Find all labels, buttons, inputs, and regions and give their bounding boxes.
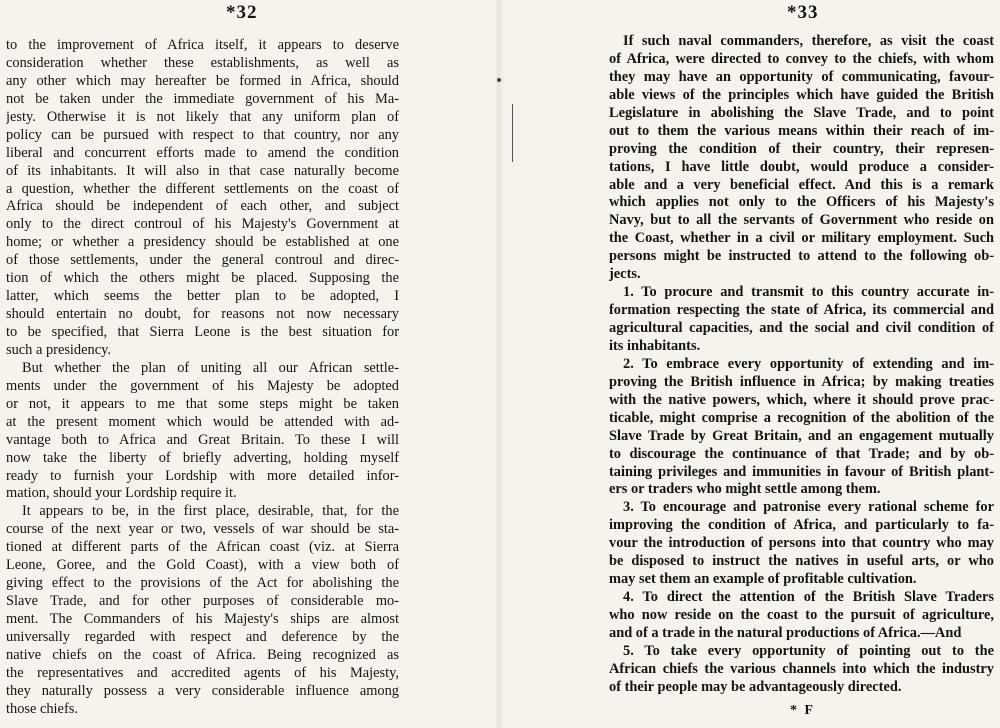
text-line: It appears to be, in the first place, desirable, that, for the — [22, 503, 399, 520]
text-line: now take the liberty of briefly adverting, holding myself — [6, 449, 399, 466]
text-line: 1. To procure and transmit to this country accurate in- — [623, 284, 994, 301]
text-line: such a presidency. — [6, 341, 111, 358]
text-line: they naturally possess a very considerable influence among — [6, 682, 399, 699]
text-line: consideration whether these establishments, as well as — [6, 54, 399, 71]
text-line: out to them the various means within their reach of im- — [609, 122, 994, 139]
text-line: proving the condition of their country, their represen- — [609, 140, 994, 157]
text-line: home; or whether a presidency should be established at one — [6, 234, 399, 251]
left-page — [0, 0, 496, 728]
signature-mark: * F — [790, 703, 816, 718]
text-line: persons might be instructed to attend to the following ob- — [609, 248, 994, 265]
text-line: vantage both to Africa and Great Britain. To these I will — [6, 431, 399, 448]
text-line: ready to furnish your Lordship with more detailed infor- — [6, 467, 399, 484]
text-line: to the improvement of Africa itself, it appears to deserve — [6, 37, 399, 53]
text-line: any other which may hereafter be formed in Africa, should — [6, 72, 399, 89]
text-line: able and a very beneficial effect. And this is a remark — [609, 176, 994, 193]
text-line: vour the introduction of persons into that country who may — [609, 535, 994, 552]
text-line: and of a trade in the natural productions of Africa.—And — [609, 624, 962, 641]
text-line: of Africa, were directed to convey to the chiefs, with whom — [609, 50, 994, 67]
text-line: of its inhabitants. It will also in that case naturally become — [6, 162, 399, 179]
text-line: of those settlements, under the general controul and direc- — [6, 252, 399, 269]
text-line: ers or traders who might settle among them. — [609, 481, 881, 498]
text-line: its inhabitants. — [609, 337, 701, 354]
text-line: 2. To embrace every opportunity of extending and im- — [623, 355, 994, 372]
text-line: of their people may be advantageously directed. — [609, 678, 902, 695]
text-line: But whether the plan of uniting all our African settle- — [22, 359, 399, 376]
text-line: Slave Trade by Great Britain, and an engagement mutually — [609, 427, 994, 444]
text-line: who now reside on the coast to the pursuit of agriculture, — [609, 607, 994, 623]
text-line: ments under the government of his Majesty be adopted — [6, 377, 399, 394]
text-line: native chiefs on the coast of Africa. Being recognized as — [6, 646, 399, 663]
text-line: they may have an opportunity of communicating, favour- — [609, 68, 994, 85]
text-line: at the present moment which would be attended with ad- — [6, 413, 399, 430]
text-line: the Coast, whether in a civil or military employment. Such — [609, 230, 994, 247]
text-line: liberal and concurrent efforts made to amend the condition — [6, 144, 399, 161]
text-line: Legislature in abolishing the Slave Trade, and to point — [609, 104, 994, 121]
text-line: able views of the principles which have guided the British — [609, 86, 994, 103]
text-line: to discourage the continuance of that Trade; and by ob- — [609, 445, 994, 462]
text-line: may set them an example of profitable cultivation. — [609, 571, 917, 588]
text-line: universally regarded with respect and deference by the — [6, 628, 399, 645]
text-line: Africa should be independent of each other, and subject — [6, 198, 399, 215]
text-line: tioned at different parts of the African coast (viz. at Sierra — [6, 539, 399, 556]
text-line: a question, whether the different settlements on the coast of — [6, 180, 399, 197]
left-page-number: *32 — [226, 2, 258, 23]
text-line: jects. — [609, 266, 641, 283]
right-page — [500, 0, 1000, 728]
text-line: agricultural capacities, and the social and civil condition of — [609, 320, 994, 336]
text-line: those chiefs. — [6, 700, 78, 717]
text-line: Slave Trade, and for other purposes of considerable mo- — [6, 593, 399, 610]
text-line: African chiefs the various channels into which the industry — [609, 660, 994, 677]
left-page-text — [6, 37, 399, 719]
text-line: tion of which the others might be placed. Supposing the — [6, 270, 399, 287]
text-line: to be specified, that Sierra Leone is the best situation for — [6, 324, 399, 340]
right-page-number: *33 — [787, 2, 819, 23]
text-line: the representatives and accredited agents of his Majesty, — [6, 664, 399, 681]
text-line: with the native powers, which, where it should prove prac- — [609, 391, 994, 408]
right-page-text — [609, 33, 994, 697]
text-line: only to the direct controul of his Majesty's Government at — [6, 216, 399, 233]
text-line: ment. The Commanders of his Majesty's ships are almost — [6, 611, 399, 627]
text-line: 3. To encourage and patronise every rational scheme for — [623, 499, 994, 516]
text-line: latter, which seems the better plan to be adopted, I — [6, 288, 399, 305]
text-line: proving the British influence in Africa; by making treaties — [609, 373, 994, 390]
text-line: jesty. Otherwise it is not likely that any uniform plan of — [6, 108, 399, 125]
text-line: should entertain no doubt, for reasons not now necessary — [6, 306, 399, 323]
text-line: which applies not only to the Officers of his Majesty's — [609, 194, 994, 211]
text-line: 5. To take every opportunity of pointing out to the — [623, 642, 994, 659]
text-line: tations, I have little doubt, would produce a consider- — [609, 158, 994, 175]
text-line: improving the condition of Africa, and particularly to fa- — [609, 517, 994, 534]
text-line: giving effect to the provisions of the Act for abolishing the — [6, 575, 399, 592]
text-line: taining privileges and immunities in favour of British plant- — [609, 463, 994, 480]
text-line: 4. To direct the attention of the British Slave Traders — [623, 589, 994, 606]
text-line: If such naval commanders, therefore, as visit the coast — [623, 33, 994, 49]
text-line: mation, should your Lordship require it. — [6, 485, 237, 502]
text-line: ticable, might comprise a recognition of the abolition of the — [609, 409, 994, 426]
text-line: formation respecting the state of Africa, its commercial and — [609, 302, 994, 319]
text-line: be disposed to instruct the natives in useful arts, or who — [609, 553, 994, 570]
text-line: policy can be pursued with respect to that country, nor any — [6, 126, 399, 143]
text-line: course of the next year or two, vessels of war should be sta- — [6, 521, 399, 538]
text-line: or not, it appears to me that some steps might be taken — [6, 395, 399, 412]
text-line: Navy, but to all the servants of Government who reside on — [609, 212, 994, 229]
text-line: not be taken under the immediate government of his Ma- — [6, 90, 399, 107]
text-line: Leone, Goree, and the Gold Coast), with a view both of — [6, 557, 399, 574]
